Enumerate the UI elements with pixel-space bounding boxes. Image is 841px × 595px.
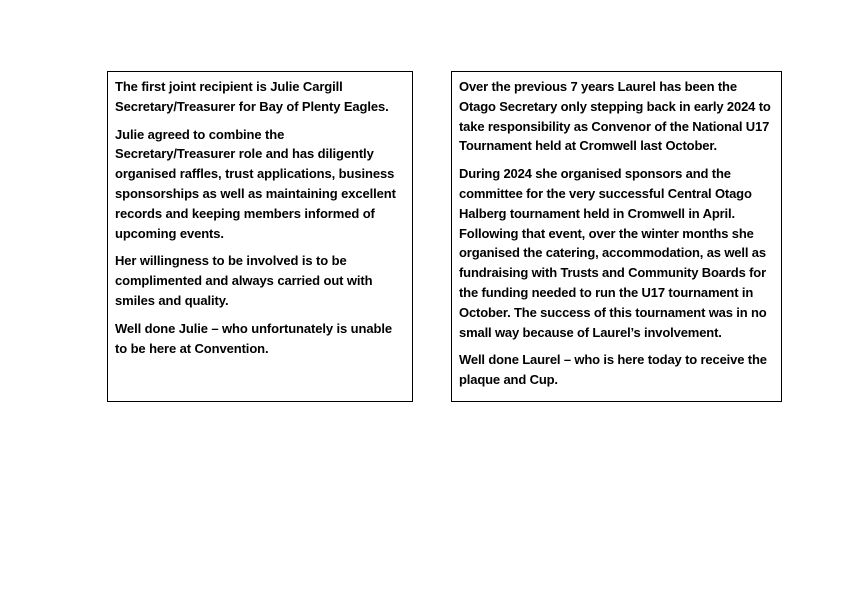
citation-paragraph-role: Julie agreed to combine the Secretary/Treasurer role and has diligently organised raffles, trust applications, business sponsorships as well as maintaining excellent records and keeping members informed of upcoming events.: [115, 126, 396, 241]
citation-paragraph-achievements: During 2024 she organised sponsors and the committee for the very successful Central Otago Halberg tournament held in Cromwell in April. Following that event, over the winter months she organised the catering, accommodation, as well as fundraising with Trusts and Community Boards for the funding needed to run the U17 tournament in October. The success of this tournament was in no small way because of Laurel’s involvement.: [459, 166, 767, 340]
citation-paragraph-intro: The first joint recipient is Julie Cargill Secretary/Treasurer for Bay of Plenty Eagles.: [115, 79, 389, 114]
citation-paragraph-closing: Well done Julie – who unfortunately is unable to be here at Convention.: [115, 320, 392, 356]
citation-paragraph-closing: Well done Laurel – who is here today to receive the plaque and Cup.: [459, 352, 767, 388]
julie-cargill-citation-card: [107, 71, 413, 402]
citation-paragraph-intro: Over the previous 7 years Laurel has been the Otago Secretary only stepping back in early 2024 to take responsibility as Convenor of the National U17 Tournament held at Cromwell last October.: [459, 79, 771, 154]
laurel-citation-card: [451, 71, 782, 402]
citation-paragraph-praise: Her willingness to be involved is to be complimented and always carried out with smiles and quality.: [115, 253, 373, 308]
